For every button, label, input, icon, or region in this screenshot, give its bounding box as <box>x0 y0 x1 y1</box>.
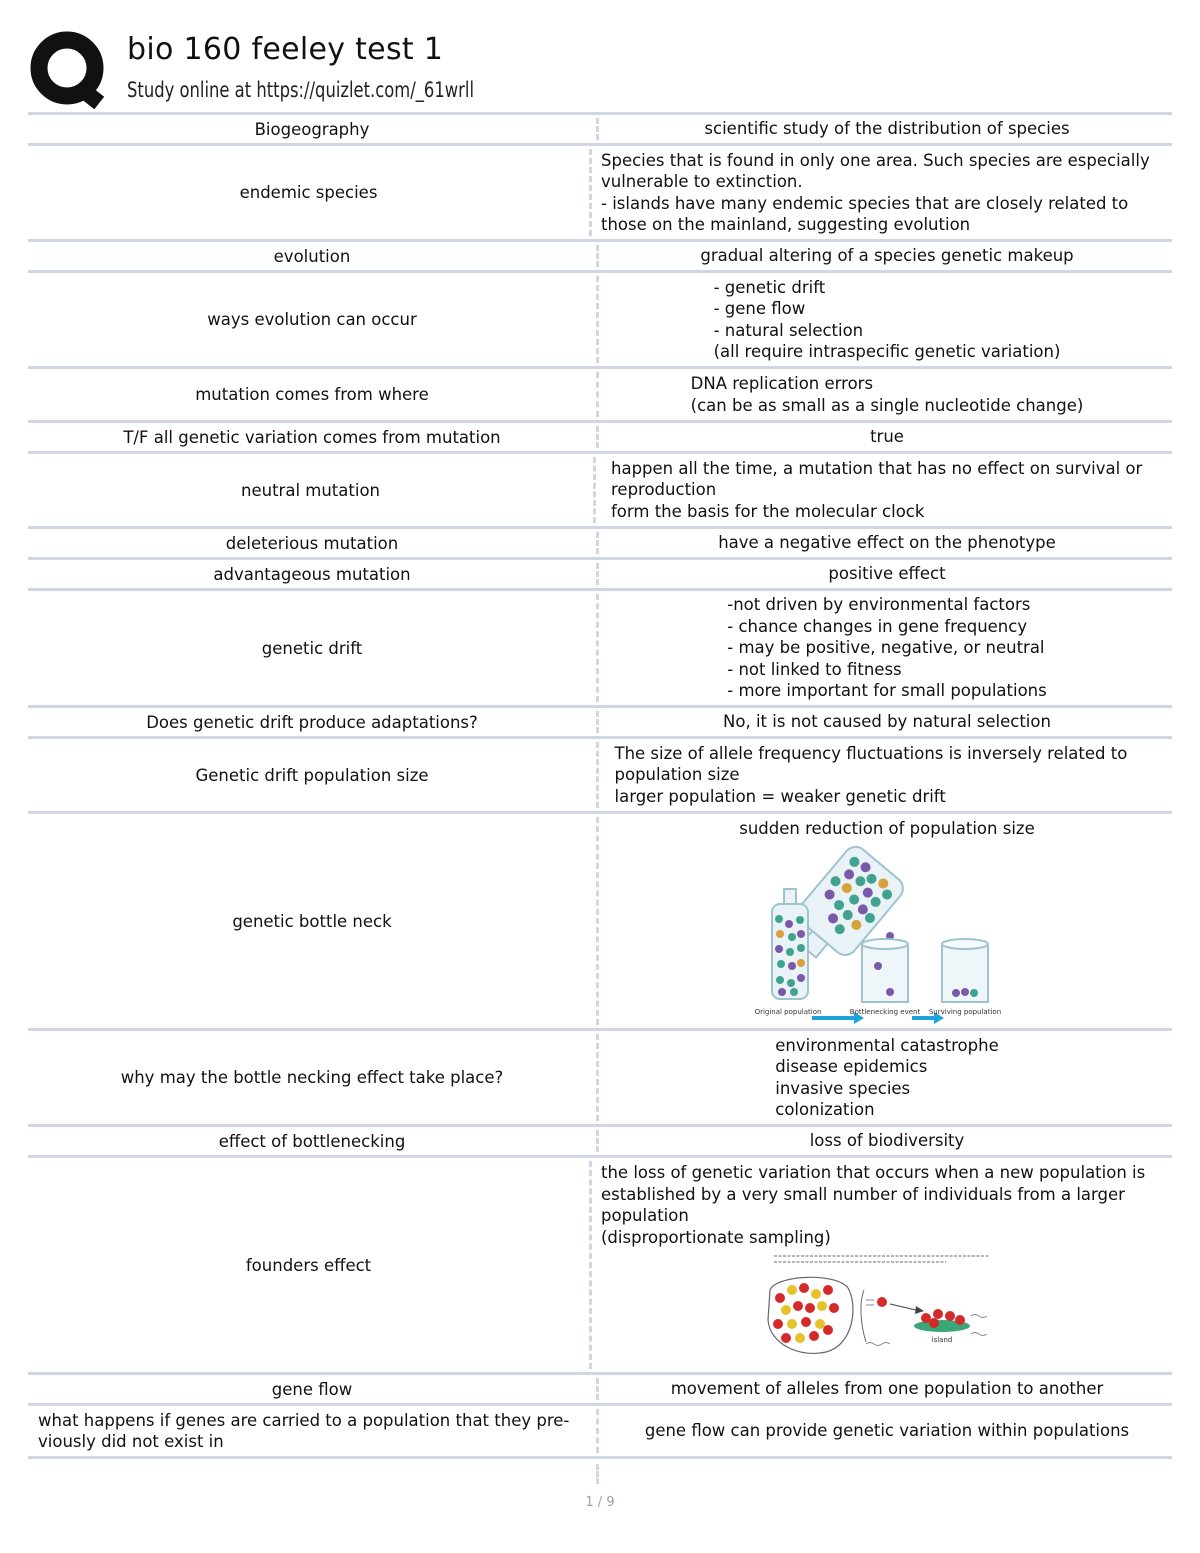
def-line: scientific study of the distribution of species <box>704 119 1070 139</box>
figure-label: Bottlenecking event <box>849 1007 921 1016</box>
card-term: gene flow <box>271 1379 353 1399</box>
card-definition <box>602 739 1172 811</box>
def-line: loss of biodiversity <box>809 1131 965 1151</box>
card-row <box>28 811 1172 1028</box>
def-line: form the basis for the molecular clock <box>611 501 925 521</box>
def-line: The size of allele frequency fluctuations is inversely related to population size <box>614 743 1128 785</box>
card-term: Biogeography <box>254 119 370 139</box>
card-term: why may the bottle necking effect take place? <box>120 1068 504 1087</box>
flashcard-table <box>28 112 1172 1459</box>
card-row <box>28 1372 1172 1403</box>
card-row <box>28 557 1172 588</box>
card-row <box>28 588 1172 705</box>
card-term: advantageous mutation <box>213 564 411 584</box>
figure-label: Original population <box>754 1007 822 1016</box>
def-line: No, it is not caused by natural selection <box>723 712 1051 732</box>
def-line: (all require intraspecific genetic variation) <box>713 342 1061 361</box>
def-line: the loss of genetic variation that occurs when a new population is established by a very small number of individuals from a larger population <box>601 1163 1146 1225</box>
card-definition <box>602 708 1172 736</box>
card-row <box>28 112 1172 143</box>
card-definition <box>602 369 1172 420</box>
card-row <box>28 736 1172 811</box>
card-definition <box>602 814 1172 1028</box>
def-line: colonization <box>775 1100 875 1119</box>
card-definition <box>602 560 1172 588</box>
def-line: invasive species <box>775 1078 911 1098</box>
card-row <box>28 451 1172 526</box>
card-row <box>28 705 1172 736</box>
card-row <box>28 270 1172 366</box>
card-definition <box>602 529 1172 557</box>
card-term: endemic species <box>239 183 378 202</box>
card-definition <box>602 242 1172 270</box>
def-line: gene flow can provide genetic variation within populations <box>644 1421 1130 1441</box>
def-line: positive effect <box>828 564 946 584</box>
card-term: genetic bottle neck <box>232 911 392 931</box>
card-definition <box>602 591 1172 705</box>
card-row <box>28 420 1172 451</box>
card-definition <box>602 1406 1172 1456</box>
card-term: ways evolution can occur <box>207 310 417 329</box>
card-definition <box>602 1127 1172 1155</box>
def-line: sudden reduction of population size <box>739 819 1035 838</box>
def-line: DNA replication errors <box>690 374 874 393</box>
def-line: disease epidemics <box>775 1057 928 1076</box>
quizlet-logo-icon <box>30 31 106 107</box>
card-row <box>28 366 1172 420</box>
bottleneck-illustration <box>754 844 1012 1024</box>
card-term: Does genetic drift produce adaptations? <box>146 712 478 732</box>
card-definition <box>602 1375 1172 1403</box>
page-header <box>30 28 1175 112</box>
card-term: genetic drift <box>261 638 363 658</box>
card-term: effect of bottlenecking <box>218 1131 406 1151</box>
def-line: - may be positive, negative, or neutral <box>727 638 1045 658</box>
card-term: evolution <box>273 246 351 266</box>
def-line: - natural selection <box>713 320 864 340</box>
card-row <box>28 239 1172 270</box>
def-line: - genetic drift <box>713 277 826 297</box>
card-row <box>28 143 1172 239</box>
card-row <box>28 1124 1172 1155</box>
def-line: - chance changes in gene frequency <box>727 616 1028 636</box>
def-line: environmental catastrophe <box>775 1035 999 1055</box>
card-row <box>28 1155 1172 1372</box>
card-definition <box>602 115 1172 143</box>
card-row <box>28 1028 1172 1124</box>
page-number: 1 / 9 <box>585 1495 615 1510</box>
card-definition <box>595 1158 1172 1372</box>
def-line: -not driven by environmental factors <box>727 595 1031 615</box>
document-title: bio 160 feeley test 1 <box>127 32 444 67</box>
def-line: larger population = weaker genetic drift <box>614 786 946 806</box>
card-definition <box>599 454 1172 526</box>
def-line: movement of alleles from one population to another <box>670 1379 1104 1399</box>
card-term: what happens if genes are carried to a population that they pre-viously did not exist in <box>38 1411 570 1451</box>
def-line: - gene flow <box>713 299 806 318</box>
study-online-link[interactable]: Study online at https://quizlet.com/_61wrll <box>127 78 475 102</box>
founders-effect-illustration <box>766 1250 996 1358</box>
card-row <box>28 526 1172 557</box>
card-row <box>28 1403 1172 1459</box>
card-term: T/F all genetic variation comes from mutation <box>123 427 501 447</box>
def-line: happen all the time, a mutation that has no effect on survival or reproduction <box>611 458 1143 500</box>
card-term: Genetic drift population size <box>195 765 429 785</box>
footer-divider <box>596 1464 602 1484</box>
def-line: Species that is found in only one area. Such species are especially vulnerable to extinction. <box>601 150 1150 191</box>
def-line: have a negative effect on the phenotype <box>718 533 1056 553</box>
figure-label: island <box>931 1336 953 1344</box>
card-term: mutation comes from where <box>195 385 429 404</box>
figure-label: Surviving population <box>928 1007 1002 1016</box>
card-definition <box>602 423 1172 451</box>
def-line: (can be as small as a single nucleotide change) <box>690 395 1084 415</box>
def-line: - islands have many endemic species that are closely related to those on the mainland, suggesting evolution <box>601 193 1129 234</box>
def-line: true <box>870 427 904 447</box>
card-definition <box>602 273 1172 366</box>
def-line: - more important for small populations <box>727 681 1047 701</box>
def-line: - not linked to fitness <box>727 659 902 679</box>
card-term: founders effect <box>245 1255 372 1275</box>
card-term: deleterious mutation <box>225 533 399 553</box>
card-definition <box>595 146 1172 239</box>
card-term: neutral mutation <box>241 480 380 500</box>
card-definition <box>602 1031 1172 1124</box>
def-line: (disproportionate sampling) <box>601 1227 831 1247</box>
def-line: gradual altering of a species genetic makeup <box>700 246 1074 266</box>
